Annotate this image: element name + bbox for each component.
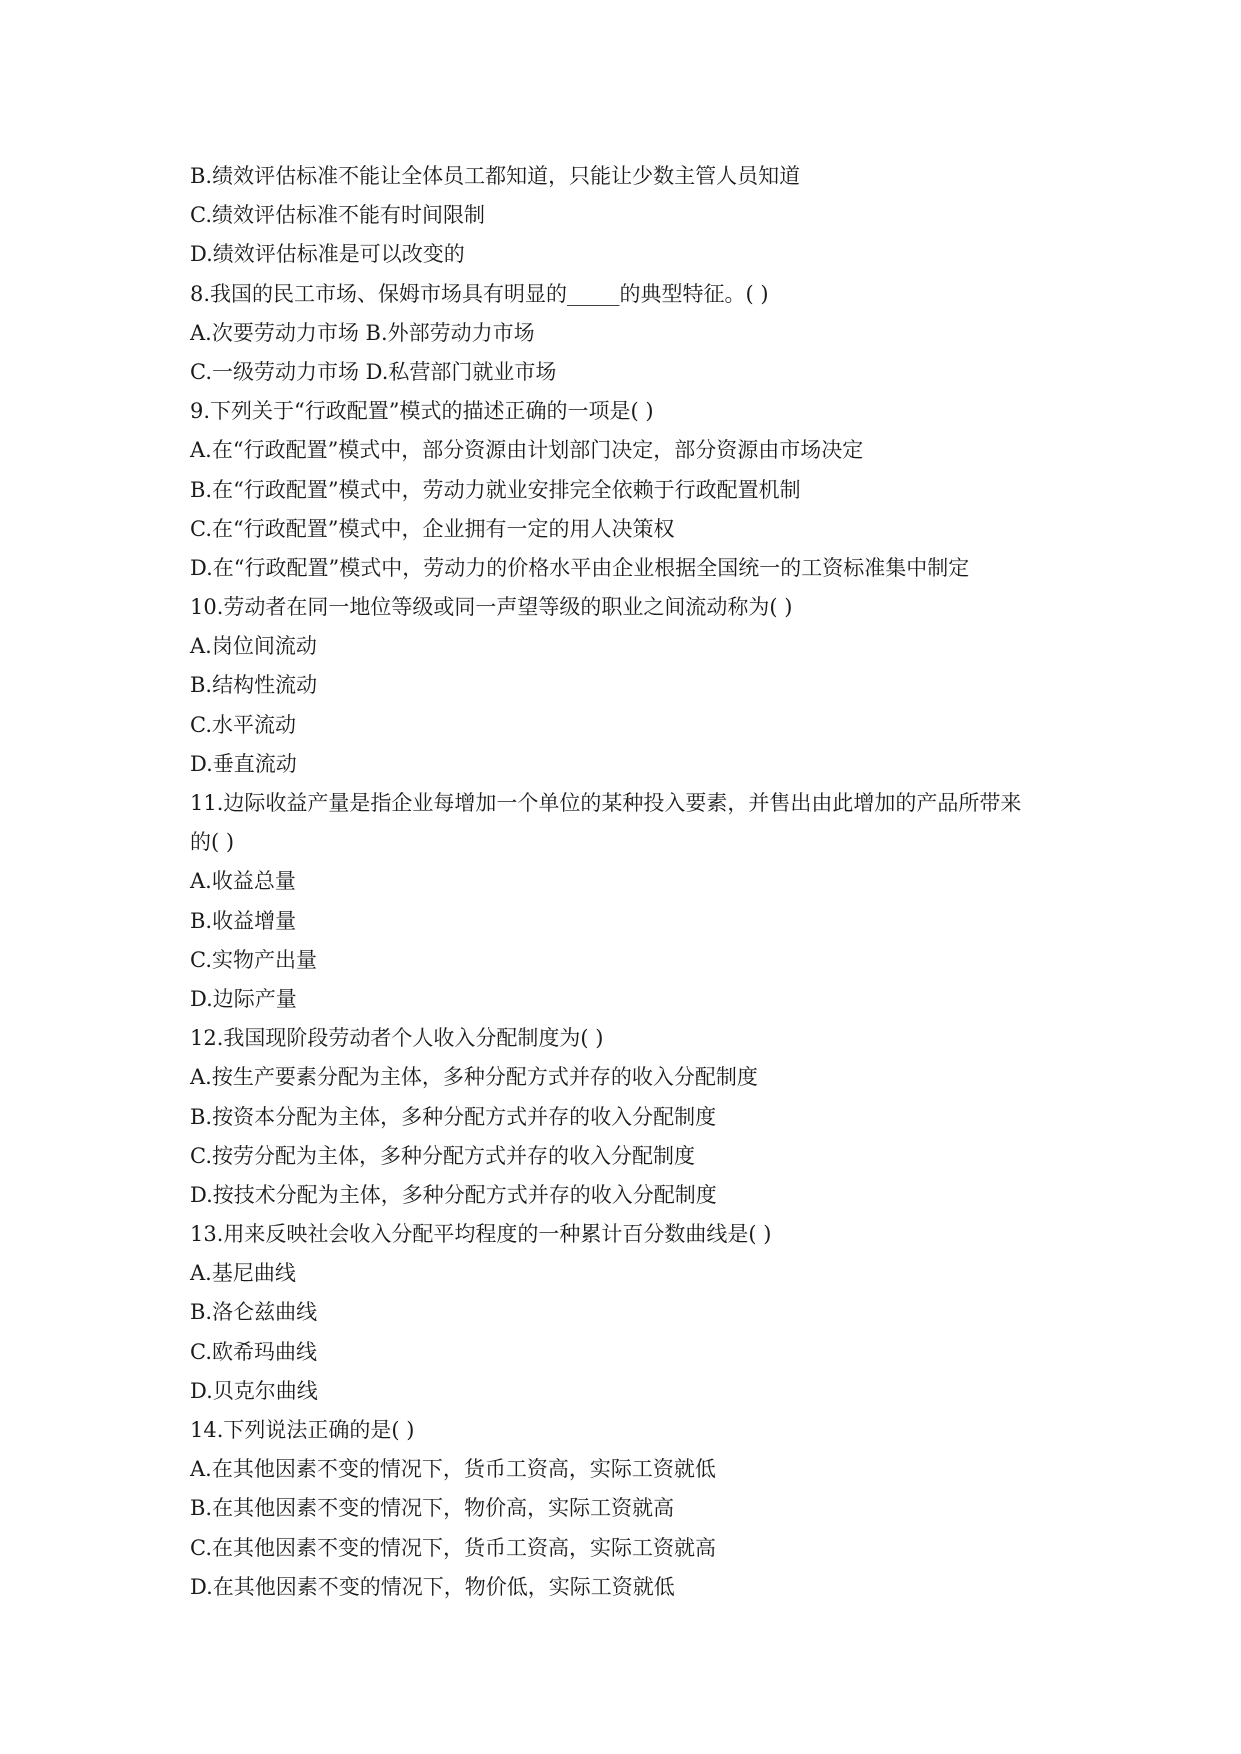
text-line: C.水平流动: [190, 712, 296, 737]
text-line: D.绩效评估标准是可以改变的: [190, 242, 465, 267]
text-line: A.次要劳动力市场 B.外部劳动力市场: [190, 320, 535, 345]
text-line: B.收益增量: [190, 908, 297, 933]
text-line: D.贝克尔曲线: [190, 1378, 318, 1403]
text-line: D.在其他因素不变的情况下，物价低，实际工资就低: [190, 1574, 675, 1599]
text-line: A.岗位间流动: [190, 634, 317, 659]
text-line: 13.用来反映社会收入分配平均程度的一种累计百分数曲线是( ): [190, 1222, 772, 1247]
text-line: 9.下列关于“行政配置”模式的描述正确的一项是( ): [190, 399, 654, 424]
text-line: A.按生产要素分配为主体，多种分配方式并存的收入分配制度: [190, 1065, 758, 1090]
text-line: C.在其他因素不变的情况下，货币工资高，实际工资就高: [190, 1535, 716, 1560]
text-line: 8.我国的民工市场、保姆市场具有明显的_____的典型特征。( ): [190, 281, 769, 306]
text-line: 14.下列说法正确的是( ): [190, 1418, 415, 1442]
text-line: 10.劳动者在同一地位等级或同一声望等级的职业之间流动称为( ): [190, 595, 793, 620]
text-line: C.欧希玛曲线: [190, 1339, 317, 1364]
text-line: B.在其他因素不变的情况下，物价高，实际工资就高: [190, 1496, 675, 1521]
text-line: C.在“行政配置”模式中，企业拥有一定的用人决策权: [190, 516, 675, 541]
text-line: A.在“行政配置”模式中，部分资源由计划部门决定，部分资源由市场决定: [190, 438, 864, 463]
text-line: D.按技术分配为主体，多种分配方式并存的收入分配制度: [190, 1182, 717, 1207]
text-line: A.收益总量: [190, 869, 296, 894]
text-line: D.在“行政配置”模式中，劳动力的价格水平由企业根据全国统一的工资标准集中制定: [190, 555, 970, 580]
text-line: 12.我国现阶段劳动者个人收入分配制度为( ): [190, 1026, 604, 1051]
text-line: B.按资本分配为主体，多种分配方式并存的收入分配制度: [190, 1104, 717, 1129]
text-line: C.按劳分配为主体，多种分配方式并存的收入分配制度: [190, 1143, 695, 1168]
document-body: [190, 157, 1090, 1607]
text-line: D.边际产量: [190, 986, 297, 1011]
text-line: C.一级劳动力市场 D.私营部门就业市场: [190, 359, 557, 384]
text-line: B.洛仑兹曲线: [190, 1300, 318, 1325]
text-line: B.结构性流动: [190, 673, 318, 698]
text-line: B.绩效评估标准不能让全体员工都知道，只能让少数主管人员知道: [190, 164, 801, 188]
text-line: C.绩效评估标准不能有时间限制: [190, 203, 485, 228]
text-line: A.基尼曲线: [190, 1261, 296, 1286]
text-line: A.在其他因素不变的情况下，货币工资高，实际工资就低: [190, 1457, 716, 1482]
text-line: B.在“行政配置”模式中，劳动力就业安排完全依赖于行政配置机制: [190, 477, 801, 502]
text-line: D.垂直流动: [190, 751, 297, 776]
text-line: C.实物产出量: [190, 947, 317, 972]
text-line: 11.边际收益产量是指企业每增加一个单位的某种投入要素，并售出由此增加的产品所带来: [190, 791, 1022, 815]
text-line: 的( ): [190, 830, 235, 855]
